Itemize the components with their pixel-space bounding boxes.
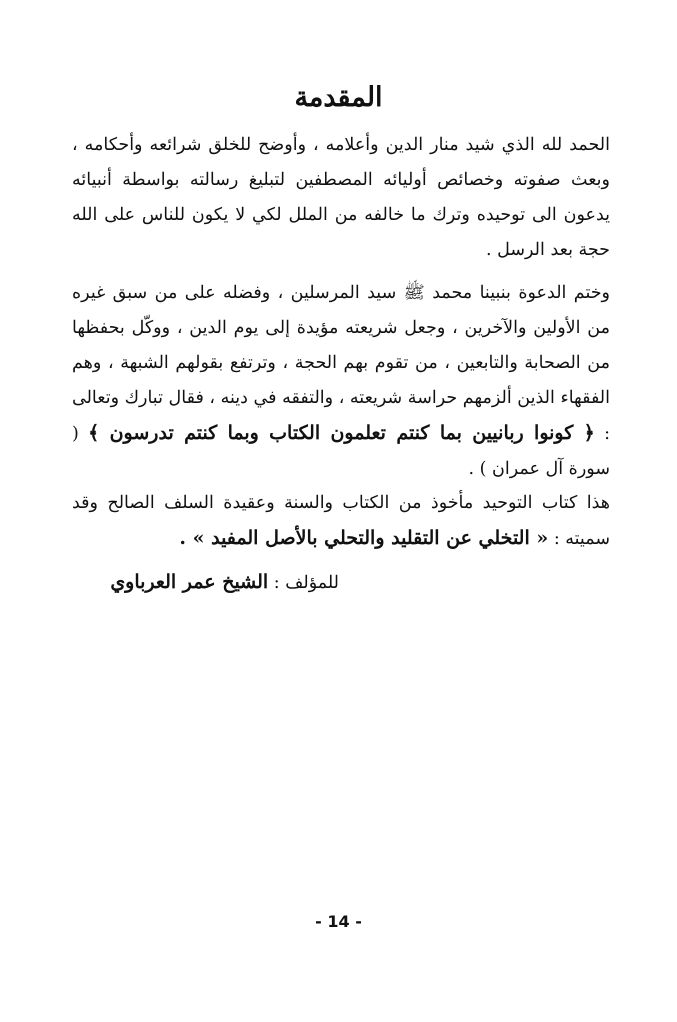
- page-title: المقدمة: [294, 82, 383, 113]
- paragraph-book: [72, 486, 610, 557]
- author-label: للمؤلف :: [273, 573, 339, 593]
- paragraph-introduction: الحمد لله الذي شيد منار الدين وأعلامه ، وأوضح للخلق شرائعه وأحكامه ، وبعث صفوته وخصائص أوليائه المصطفين لتبليغ رسالته بواسطة أنبيائه يدعون الى توحيده وترك ما خالفه من الملل لكي لا يكون للناس على الله حجة بعد الرسل .: [72, 135, 610, 260]
- paragraph-book-text: هذا كتاب التوحيد مأخوذ من الكتاب والسنة وعقيدة السلف الصالح وقد سميته :: [72, 493, 610, 549]
- paragraph-prophet: [72, 276, 610, 487]
- page-number: - 14 -: [315, 912, 362, 931]
- book-title: « التخلي عن التقليد والتحلي بالأصل المفيد » .: [179, 527, 549, 549]
- quran-verse: ﴿ كونوا ربانيين بما كنتم تعلمون الكتاب وبما كنتم تدرسون ﴾: [88, 422, 595, 444]
- author-name: الشيخ عمر العرباوي: [110, 571, 269, 593]
- verse-reference: ( سورة آل عمران ) .: [72, 424, 610, 479]
- author-line: [39, 565, 339, 601]
- paragraph-prophet-text: وختم الدعوة بنبينا محمد ﷺ سيد المرسلين ، وفضله على من سبق غيره من الأولين والآخرين ، وجعل شريعته مؤيدة إلى يوم الدين ، ووكّل بحفظها من الصحابة والتابعين ، من تقوم بهم الحجة ، وترتفع بقولهم الشبهة ، وهم الفقهاء الذين ألزمهم حراسة شريعته ، والتفقه في دينه ، فقال تبارك وتعالى :: [72, 283, 610, 444]
